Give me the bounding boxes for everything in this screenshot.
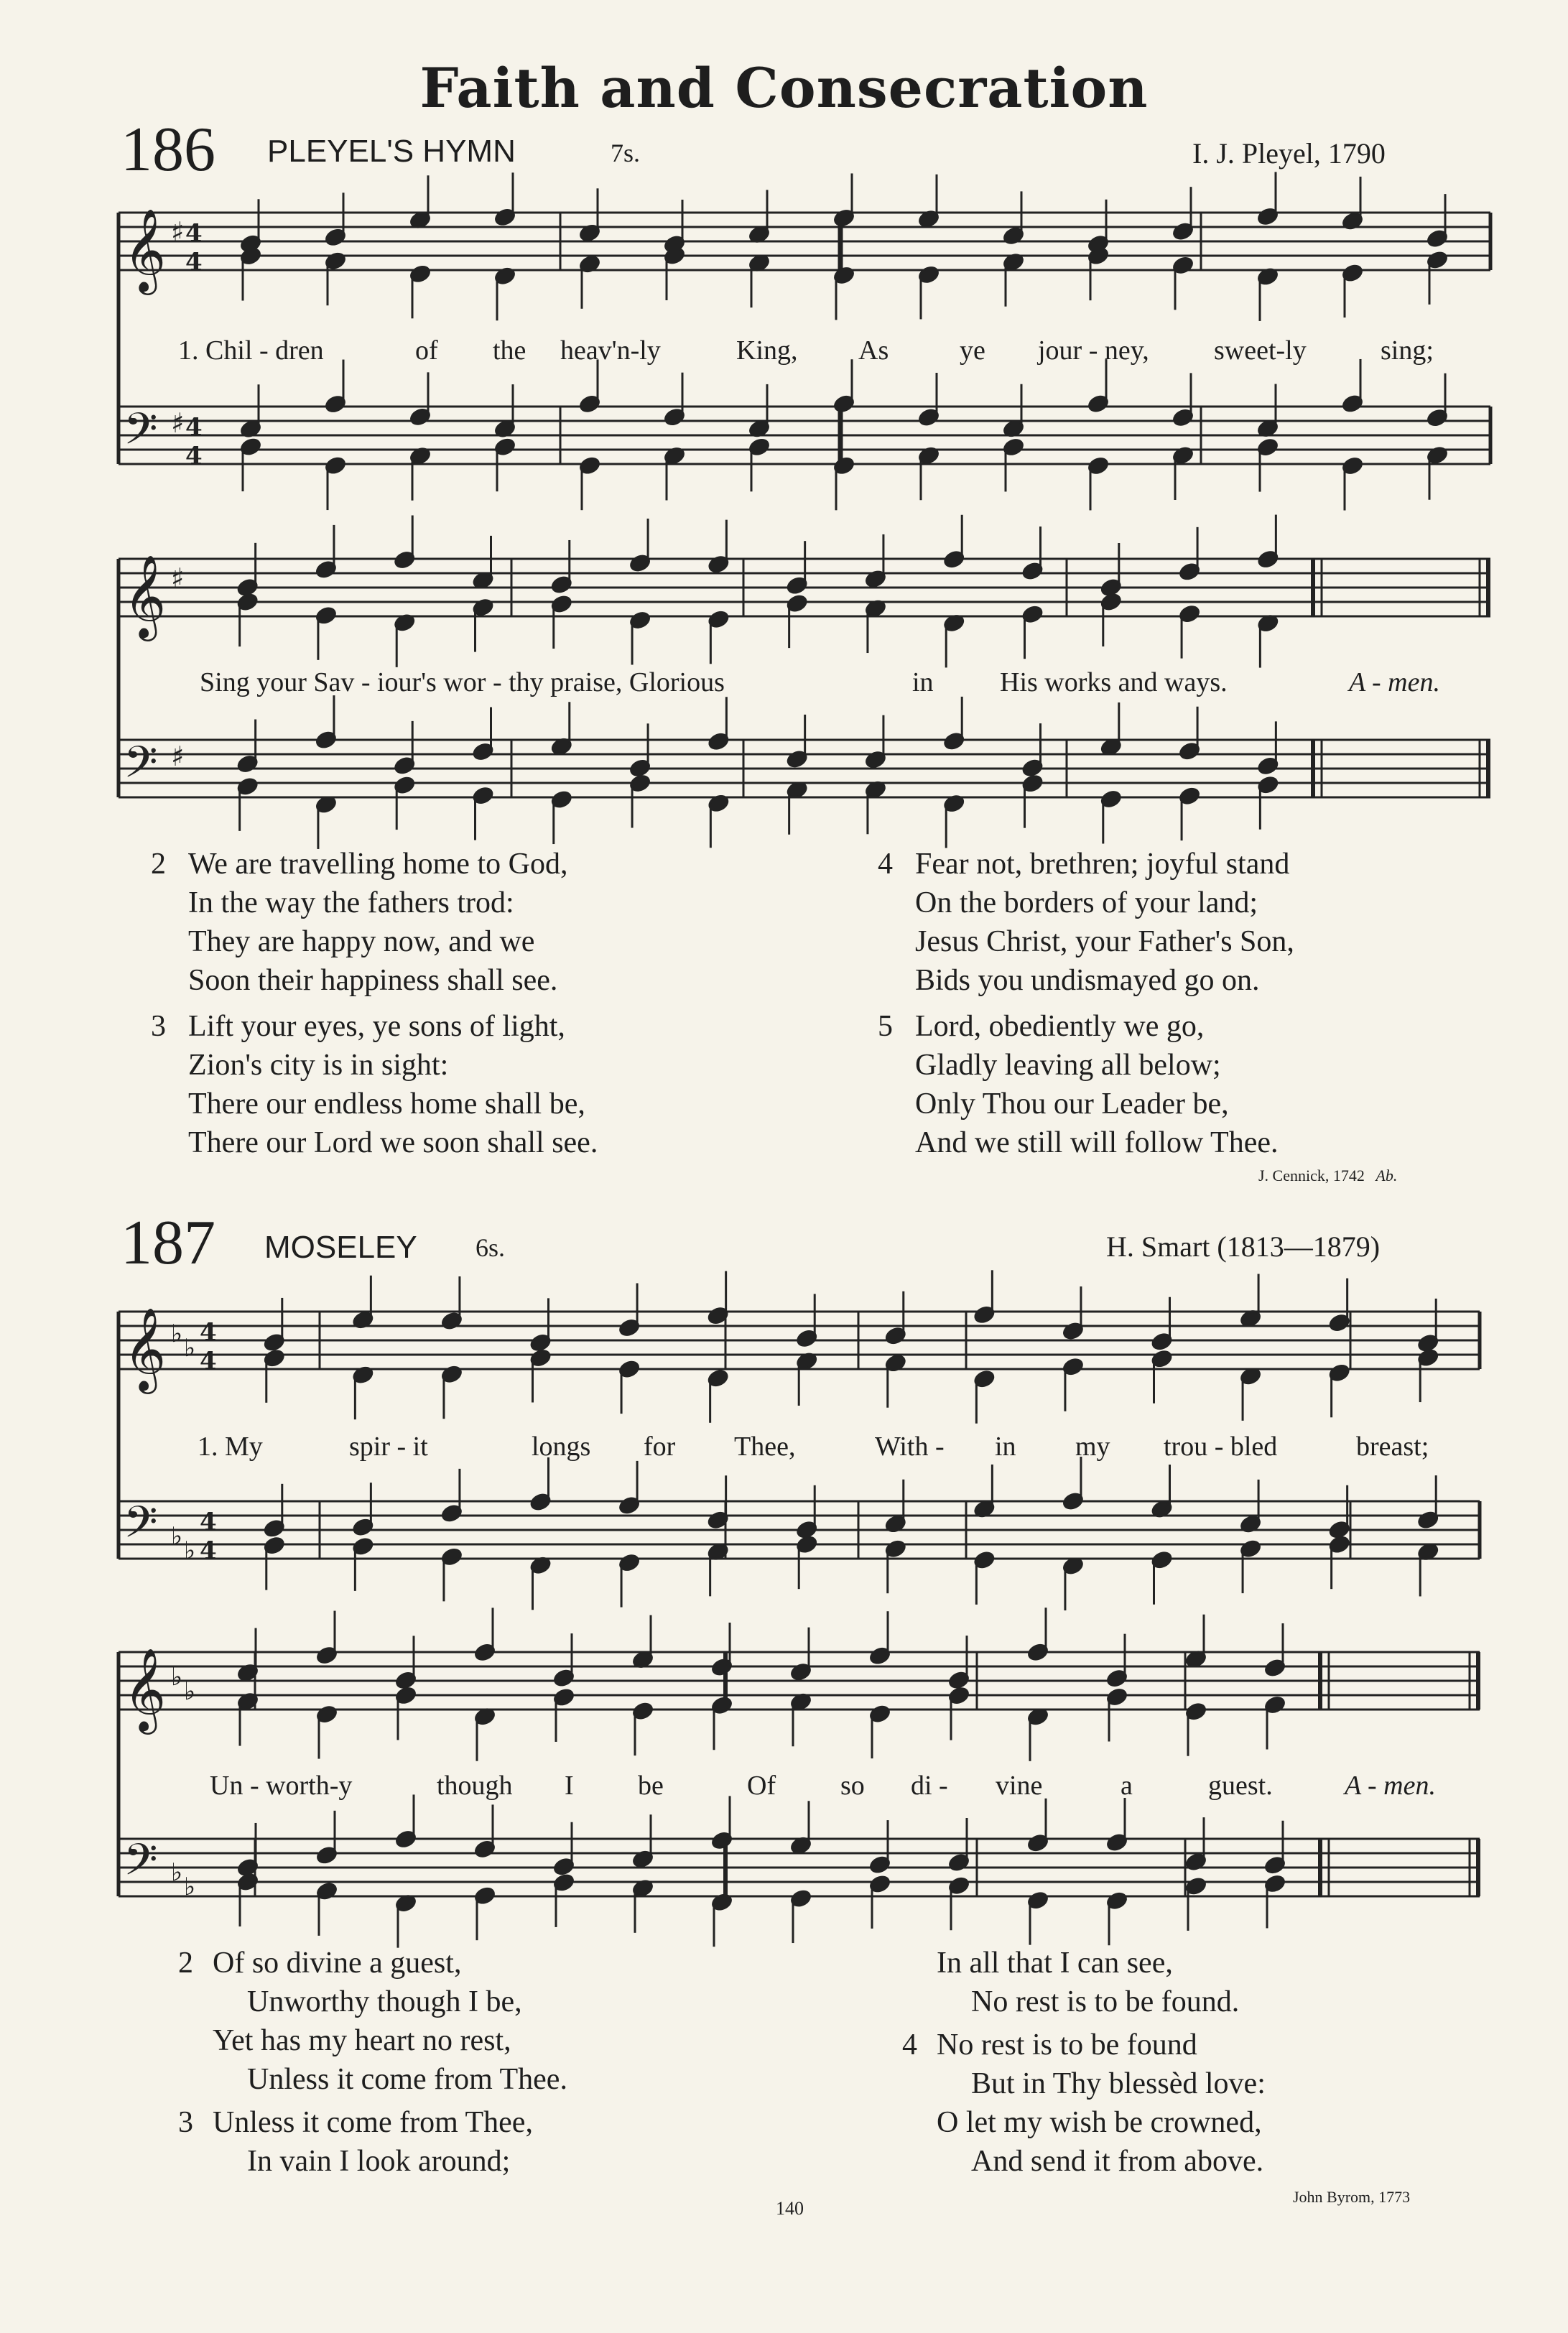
- svg-text:4: 4: [200, 1318, 217, 1347]
- lyric-amen: A - men.: [1345, 1771, 1436, 1801]
- hymn-186-composer: I. J. Pleyel, 1790: [1192, 137, 1386, 170]
- svg-text:𝄞: 𝄞: [124, 208, 167, 292]
- verse-line: Soon their happiness shall see.: [188, 964, 558, 997]
- svg-text:♯: ♯: [171, 407, 185, 439]
- hymn-187-tune: MOSELEY: [264, 1230, 417, 1265]
- svg-text:4: 4: [200, 1347, 217, 1376]
- verse-line: No rest is to be found: [937, 2028, 1197, 2061]
- svg-text:♯: ♯: [171, 216, 185, 248]
- svg-text:♭: ♭: [171, 1858, 183, 1887]
- lyric-syllable: so: [840, 1771, 865, 1801]
- verse-line: Yet has my heart no rest,: [213, 2024, 511, 2057]
- hymn-186-author: J. Cennick, 1742 Ab.: [1258, 1166, 1398, 1184]
- svg-text:♭: ♭: [184, 1334, 196, 1363]
- svg-text:𝄢: 𝄢: [124, 1497, 158, 1559]
- svg-text:♭: ♭: [171, 1663, 183, 1692]
- lyric-amen: A - men.: [1349, 667, 1440, 697]
- lyric-syllable: breast;: [1356, 1432, 1429, 1462]
- lyric-syllable: As: [858, 335, 889, 366]
- verse-line: Zion's city is in sight:: [188, 1049, 449, 1082]
- lyric-syllable: a: [1121, 1771, 1133, 1801]
- lyric-syllable: di -: [911, 1771, 948, 1801]
- hymn-187-verses-left: [178, 1944, 567, 2181]
- verse-number: 2: [151, 848, 166, 881]
- lyric-syllable: though: [437, 1771, 513, 1801]
- hymn-187-author: John Byrom, 1773: [1293, 2188, 1411, 2206]
- lyric-syllable: of: [415, 335, 438, 366]
- lyric-syllable: in: [995, 1432, 1016, 1462]
- lyric-syllable: vine: [996, 1771, 1043, 1801]
- lyric-syllable: King,: [736, 335, 798, 366]
- svg-text:𝄞: 𝄞: [124, 1307, 167, 1391]
- verse-line: Jesus Christ, your Father's Son,: [915, 925, 1294, 958]
- verse-line: There our Lord we soon shall see.: [188, 1126, 598, 1159]
- lyric-syllable: trou - bled: [1164, 1432, 1278, 1462]
- lyric-syllable: jour - ney,: [1038, 335, 1149, 366]
- svg-text:♭: ♭: [184, 1677, 196, 1706]
- verse-line: But in Thy blessèd love:: [971, 2067, 1266, 2100]
- lyric-syllable: ye: [960, 335, 985, 366]
- svg-text:4: 4: [185, 442, 203, 470]
- lyric-syllable: Of: [747, 1771, 776, 1801]
- verse-line: Unless it come from Thee,: [213, 2106, 533, 2139]
- hymn-186-meter: 7s.: [611, 139, 641, 167]
- verse-line: In all that I can see,: [937, 1947, 1173, 1980]
- lyric-syllable: the: [493, 335, 526, 366]
- verse-line: On the borders of your land;: [915, 886, 1258, 919]
- lyric-syllable: my: [1075, 1432, 1110, 1462]
- verse-number: 2: [178, 1947, 193, 1980]
- hymn-186-verses-left: [151, 845, 598, 1162]
- verse-line: Only Thou our Leader be,: [915, 1087, 1229, 1121]
- verse-line: Unworthy though I be,: [247, 1985, 522, 2018]
- hymn-186-number: 186: [121, 115, 215, 185]
- lyric-syllable: sing;: [1381, 335, 1434, 366]
- svg-text:𝄞: 𝄞: [124, 1647, 167, 1731]
- lyric-syllable: I: [565, 1771, 574, 1801]
- svg-text:4: 4: [200, 1536, 217, 1565]
- lyric-syllable: spir - it: [349, 1432, 428, 1462]
- lyric-syllable: Thee,: [734, 1432, 796, 1462]
- lyric-syllable: be: [638, 1771, 664, 1801]
- svg-text:𝄢: 𝄢: [124, 404, 158, 465]
- lyric-syllable: 1. Chil - dren: [178, 335, 324, 366]
- lyric-syllable: in: [912, 667, 934, 697]
- verse-number: 5: [878, 1010, 893, 1043]
- lyric-syllable: longs: [532, 1432, 591, 1462]
- svg-text:4: 4: [185, 248, 203, 277]
- section-title: Faith and Consecration: [419, 56, 1149, 120]
- lyric-syllable: sweet-ly: [1214, 335, 1307, 366]
- verse-line: Of so divine a guest,: [213, 1947, 462, 1980]
- verse-number: 4: [878, 848, 893, 881]
- verse-line: There our endless home shall be,: [188, 1087, 585, 1121]
- svg-text:♭: ♭: [184, 1536, 196, 1565]
- verse-line: Lord, obediently we go,: [915, 1010, 1205, 1043]
- verse-number: 3: [178, 2106, 193, 2139]
- lyric-syllable: Sing your Sav - iour's wor - thy praise, Glorious: [200, 667, 725, 697]
- verse-line: Lift your eyes, ye sons of light,: [188, 1010, 565, 1043]
- verse-line: In vain I look around;: [247, 2145, 511, 2178]
- hymn-187-verses-right: [902, 1944, 1266, 2181]
- lyric-syllable: guest.: [1208, 1771, 1273, 1801]
- verse-number: 3: [151, 1010, 166, 1043]
- lyric-syllable: for: [644, 1432, 676, 1462]
- verse-line: And we still will follow Thee.: [915, 1126, 1279, 1159]
- svg-text:♯: ♯: [171, 562, 185, 594]
- lyric-syllable: His works and ways.: [1000, 667, 1228, 697]
- page-number: 140: [776, 2198, 804, 2219]
- svg-text:4: 4: [200, 1508, 217, 1536]
- svg-text:𝄢: 𝄢: [124, 1835, 158, 1896]
- hymn-187-composer: H. Smart (1813—1879): [1106, 1230, 1381, 1263]
- verse-line: O let my wish be crowned,: [937, 2106, 1262, 2139]
- svg-text:♭: ♭: [171, 1522, 183, 1551]
- verse-line: They are happy now, and we: [188, 925, 535, 958]
- verse-line: Gladly leaving all below;: [915, 1049, 1221, 1082]
- svg-text:4: 4: [185, 219, 203, 248]
- hymn-187-meter: 6s.: [475, 1233, 506, 1262]
- verse-line: And send it from above.: [971, 2145, 1264, 2178]
- verse-line: No rest is to be found.: [971, 1985, 1240, 2018]
- svg-text:4: 4: [185, 413, 203, 442]
- verse-line: Unless it come from Thee.: [247, 2063, 567, 2096]
- hymn-187-number: 187: [121, 1208, 215, 1278]
- verse-number: 4: [902, 2028, 917, 2061]
- lyric-syllable: Un - worth-y: [210, 1771, 353, 1801]
- verse-line: Fear not, brethren; joyful stand: [915, 848, 1290, 881]
- svg-text:♭: ♭: [171, 1319, 183, 1348]
- verse-line: Bids you undismayed go on.: [915, 964, 1260, 997]
- lyric-syllable: heav'n-ly: [560, 335, 661, 366]
- verse-line: In the way the fathers trod:: [188, 886, 514, 919]
- svg-text:𝄞: 𝄞: [124, 554, 167, 638]
- lyric-syllable: With -: [875, 1432, 945, 1462]
- hymn-186-verses-right: [878, 845, 1294, 1162]
- svg-text:♭: ♭: [184, 1873, 196, 1901]
- svg-text:♯: ♯: [171, 741, 185, 772]
- verse-line: We are travelling home to God,: [188, 848, 568, 881]
- lyric-syllable: 1. My: [198, 1432, 263, 1462]
- svg-text:𝄢: 𝄢: [124, 737, 158, 799]
- hymn-186-tune: PLEYEL'S HYMN: [267, 134, 516, 169]
